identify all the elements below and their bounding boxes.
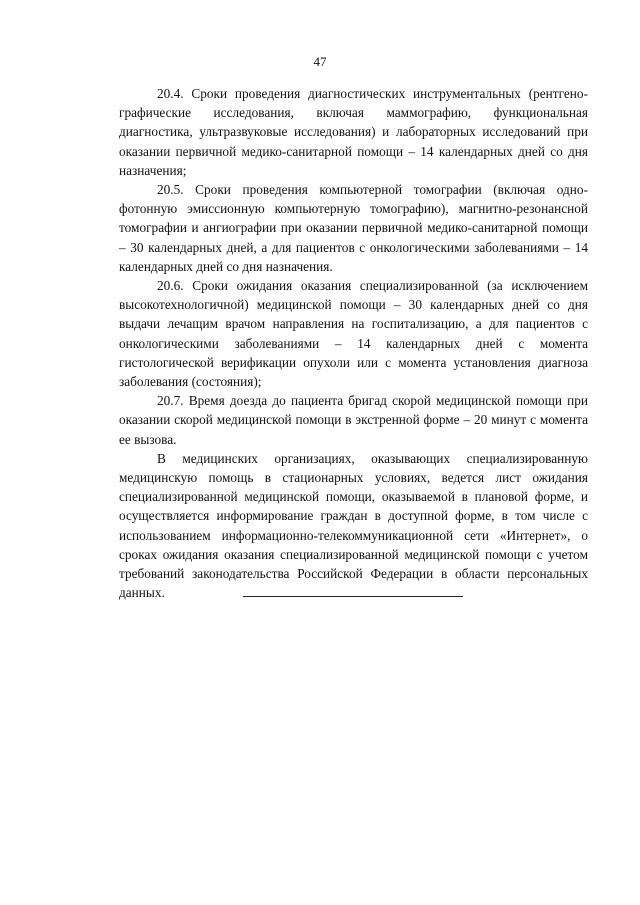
page-number: 47 xyxy=(313,54,327,69)
paragraph-20-4: 20.4. Сроки проведения диагностических инструментальных (рентгенографические исследования, включая маммографию, функциональная диагностика, ультразвуковые исследования) и лабораторных исследований при оказании первичной медико-санитарной помощи – 14 календарных дней со дня назначения; xyxy=(119,86,588,178)
end-divider-line xyxy=(243,596,463,597)
paragraph-20-7: 20.7. Время доезда до пациента бригад скорой медицинской помощи при оказании скорой медицинской помощи в экстренной форме – 20 минут с момента ее вызова. xyxy=(119,393,588,447)
paragraph-20-5: 20.5. Сроки проведения компьютерной томографии (включая однофотонную эмиссионную компьютерную томографию), магнитно-резонансной томографии и ангиографии при оказании первичной медико-санитарной помощи – 30 календарных дней, а для пациентов с онкологическими заболеваниями – 14 календарных дней со дня назначения. xyxy=(119,182,588,274)
document-body xyxy=(119,84,588,602)
paragraph-waiting-list: В медицинских организациях, оказывающих специализированную медицинскую помощь в стационарных условиях, ведется лист ожидания специализированной медицинской помощи, оказываемой в плановой форме, и осуществляется информирование граждан в доступной форме, в том числе с использованием информационно-телекоммуникационной сети «Интернет», о сроках ожидания оказания специализированной медицинской помощи с учетом требований законодательства Российской Федерации в области персональных данных. xyxy=(119,450,588,601)
paragraph-20-6: 20.6. Сроки ожидания оказания специализированной (за исключением высокотехнологичной) медицинской помощи – 30 календарных дней со дня выдачи лечащим врачом направления на госпитализацию, а для пациентов с онкологическими заболеваниями – 14 календарных дней с момента гистологической верификации опухоли или с момента установления диагноза заболевания (состояния); xyxy=(119,278,588,390)
